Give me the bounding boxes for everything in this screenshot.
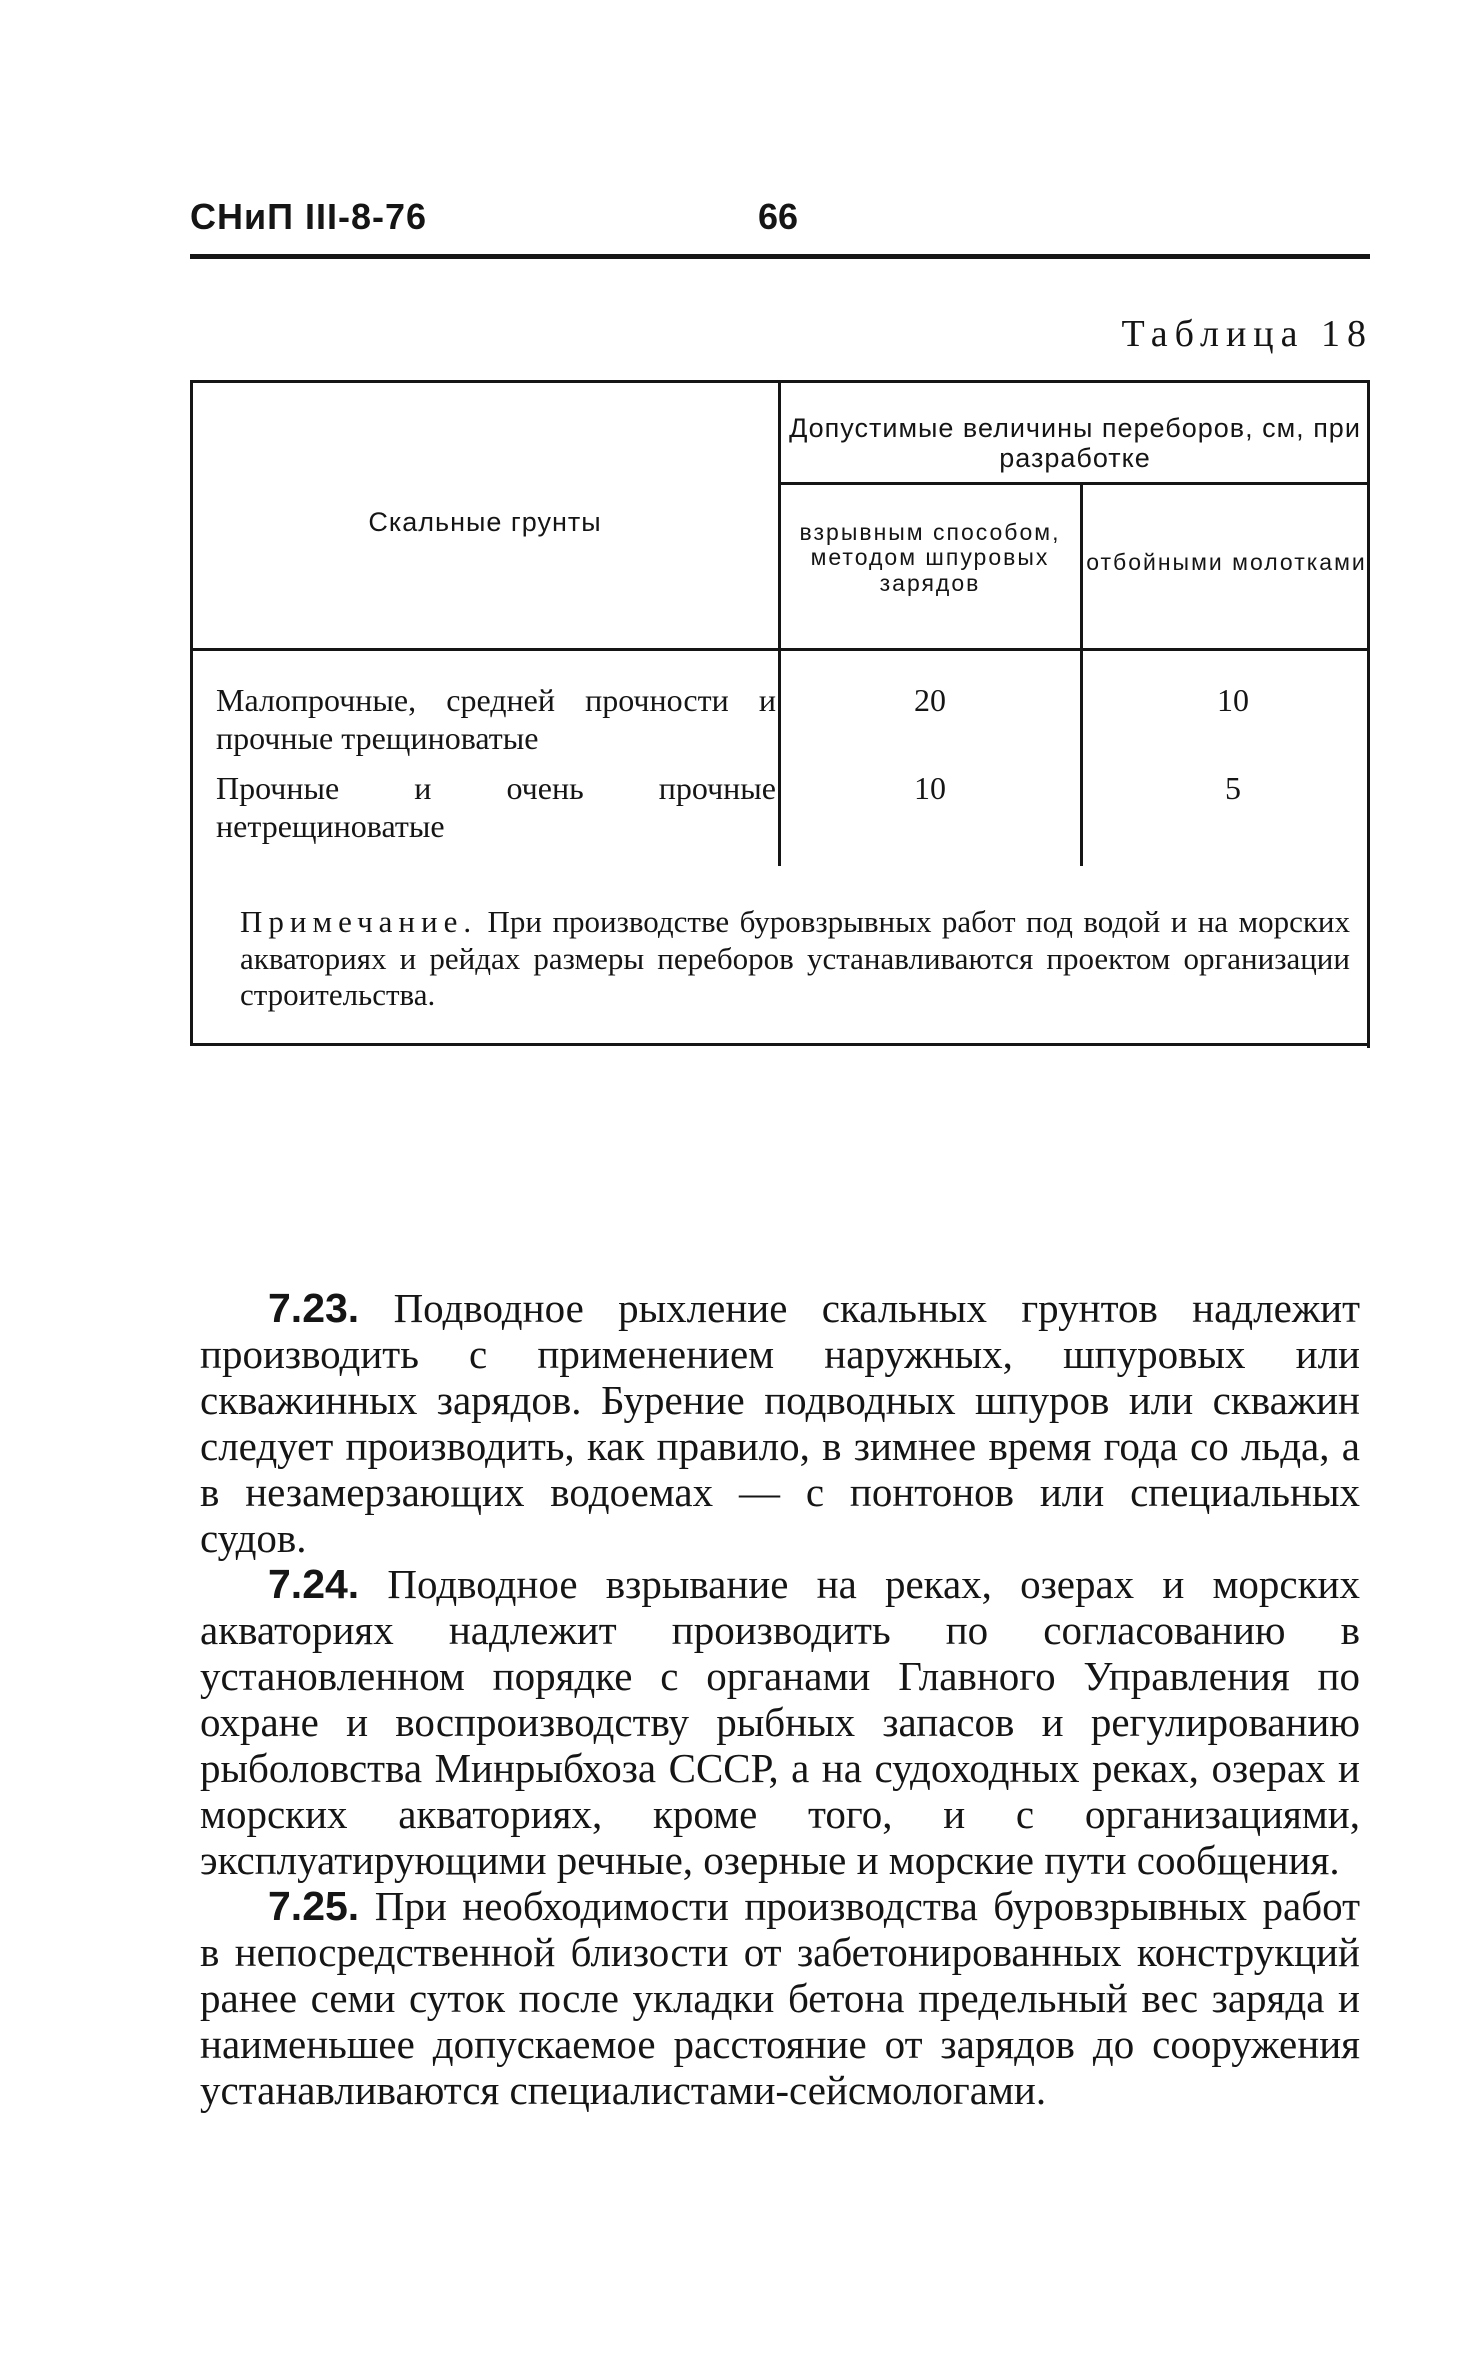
document-code: СНиП III-8-76 bbox=[190, 196, 428, 237]
table-row-2-name: Прочные и очень прочные нетрещиноватые bbox=[216, 770, 776, 844]
clause-paragraph bbox=[200, 1883, 1360, 2113]
table-caption: Таблица 18 bbox=[1121, 313, 1373, 355]
body-text bbox=[200, 1285, 1360, 2113]
header-bottom-rule bbox=[190, 648, 1370, 651]
column-divider-sub bbox=[1080, 482, 1083, 866]
header-rule bbox=[190, 254, 1370, 259]
clause-number: 7.25. bbox=[268, 1883, 360, 1929]
clause-number: 7.24. bbox=[268, 1561, 360, 1607]
group-header-rule bbox=[778, 482, 1370, 485]
clause-text: Подводное рыхление скальных грунтов надлежит производить с применением наружных, шпуровых или скважинных зарядов. Бурение подводных шпуров или скважин следует производить, как правило, в зимнее время года со льда, а в незамерзающих водоемах — с понтонов или специальных судов. bbox=[200, 1285, 1361, 1561]
table-row-1-hammer-value: 10 bbox=[1217, 682, 1249, 718]
table-bottom-rule bbox=[190, 1043, 1370, 1046]
clause-paragraph bbox=[200, 1561, 1360, 1883]
table bbox=[190, 380, 1370, 1048]
note-label: Примечание. bbox=[240, 904, 478, 939]
table-row-2-blast-value: 10 bbox=[914, 770, 946, 806]
page-header bbox=[190, 196, 1370, 256]
note-text: При производстве буровзрывных работ под водой и на морских акваториях и рейдах размеры переборов устанавливаются проектом организации строительства. bbox=[240, 904, 1350, 1013]
table-note bbox=[240, 904, 1350, 1014]
clause-number: 7.23. bbox=[268, 1285, 360, 1331]
column-header-hammers: отбойными молотками bbox=[1086, 549, 1367, 575]
clause-paragraph bbox=[200, 1285, 1360, 1561]
clause-text: Подводное взрывание на реках, озерах и морских акваториях надлежит производить по согласованию в установленном порядке с органами Главного Управления по охране и воспроизводству рыбных запасов и регулированию рыболовства Минрыбхоза СССР, а на судоходных реках, озерах и морских акваториях, кроме того, и с организациями, эксплуатирующими речные, озерные и морские пути сообщения. bbox=[200, 1561, 1360, 1883]
table-left-rule bbox=[190, 380, 193, 1046]
clause-text: При необходимости производства буровзрывных работ в непосредственной близости от забетонированных конструкций ранее семи суток после укладки бетона предельный вес заряда и наименьшее допускаемое расстояние от зарядов до сооружения устанавливаются специалистами-сейсмологами. bbox=[200, 1883, 1360, 2113]
table-row-1-name: Малопрочные, средней прочности и прочные трещиноватые bbox=[216, 682, 776, 756]
table-row-1-blast-value: 20 bbox=[914, 682, 946, 718]
column-group-header-overbreak: Допустимые величины переборов, см, при разработке bbox=[789, 413, 1361, 473]
column-header-blasting: взрывным способом, методом шпуровых зарядов bbox=[799, 519, 1061, 596]
page-number: 66 bbox=[758, 196, 799, 237]
column-header-rock-soils: Скальные грунты bbox=[368, 507, 602, 537]
table-row-2-hammer-value: 5 bbox=[1225, 770, 1241, 806]
